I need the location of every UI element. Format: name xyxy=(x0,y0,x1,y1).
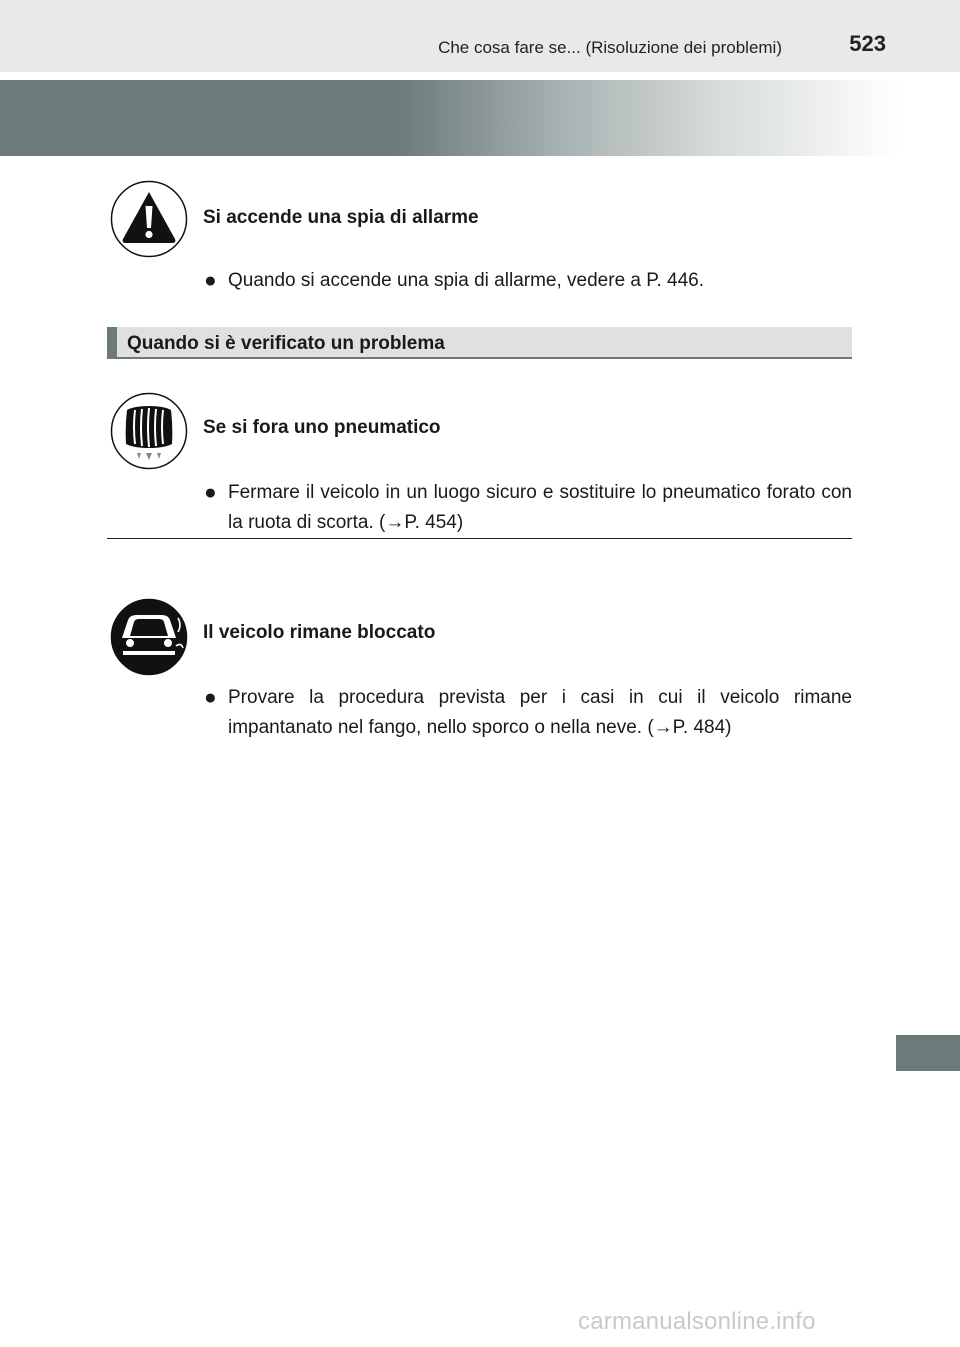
bullet-warning xyxy=(204,266,852,296)
bullet-dot: ● xyxy=(204,269,217,292)
flat-tire-icon xyxy=(110,392,188,470)
bullet-text: Fermare il veicolo in un luogo sicuro e sostituire lo pneumatico forato con la ruota di scorta. (→P. 454) xyxy=(228,482,852,533)
header-band xyxy=(0,80,900,156)
page-number: 523 xyxy=(849,31,886,56)
bullet-dot: ● xyxy=(204,686,217,709)
item-title-stuck: Il veicolo rimane bloccato xyxy=(203,622,436,643)
chapter-title: Che cosa fare se... (Risoluzione dei problemi) xyxy=(438,38,782,57)
bullet-stuck xyxy=(204,683,852,743)
divider xyxy=(107,538,852,539)
warning-icon xyxy=(110,180,188,258)
bullet-flat-tire xyxy=(204,478,852,538)
page-header xyxy=(0,0,960,72)
watermark: carmanualsonline.info xyxy=(578,1308,816,1335)
stuck-car-icon xyxy=(110,598,188,676)
bullet-text: Quando si accende una spia di allarme, vedere a P. 446. xyxy=(228,270,705,291)
item-title-flat-tire: Se si fora uno pneumatico xyxy=(203,417,441,438)
bullet-text: Provare la procedura prevista per i casi in cui il veicolo rimane impantanato nel fango, nello sporco o nella neve. (→P. 484) xyxy=(228,687,852,738)
chapter-tab xyxy=(896,1035,960,1071)
section-heading xyxy=(107,327,852,359)
bullet-dot: ● xyxy=(204,481,217,504)
section-heading-text: Quando si è verificato un problema xyxy=(127,333,445,354)
item-title-warning: Si accende una spia di allarme xyxy=(203,207,479,228)
